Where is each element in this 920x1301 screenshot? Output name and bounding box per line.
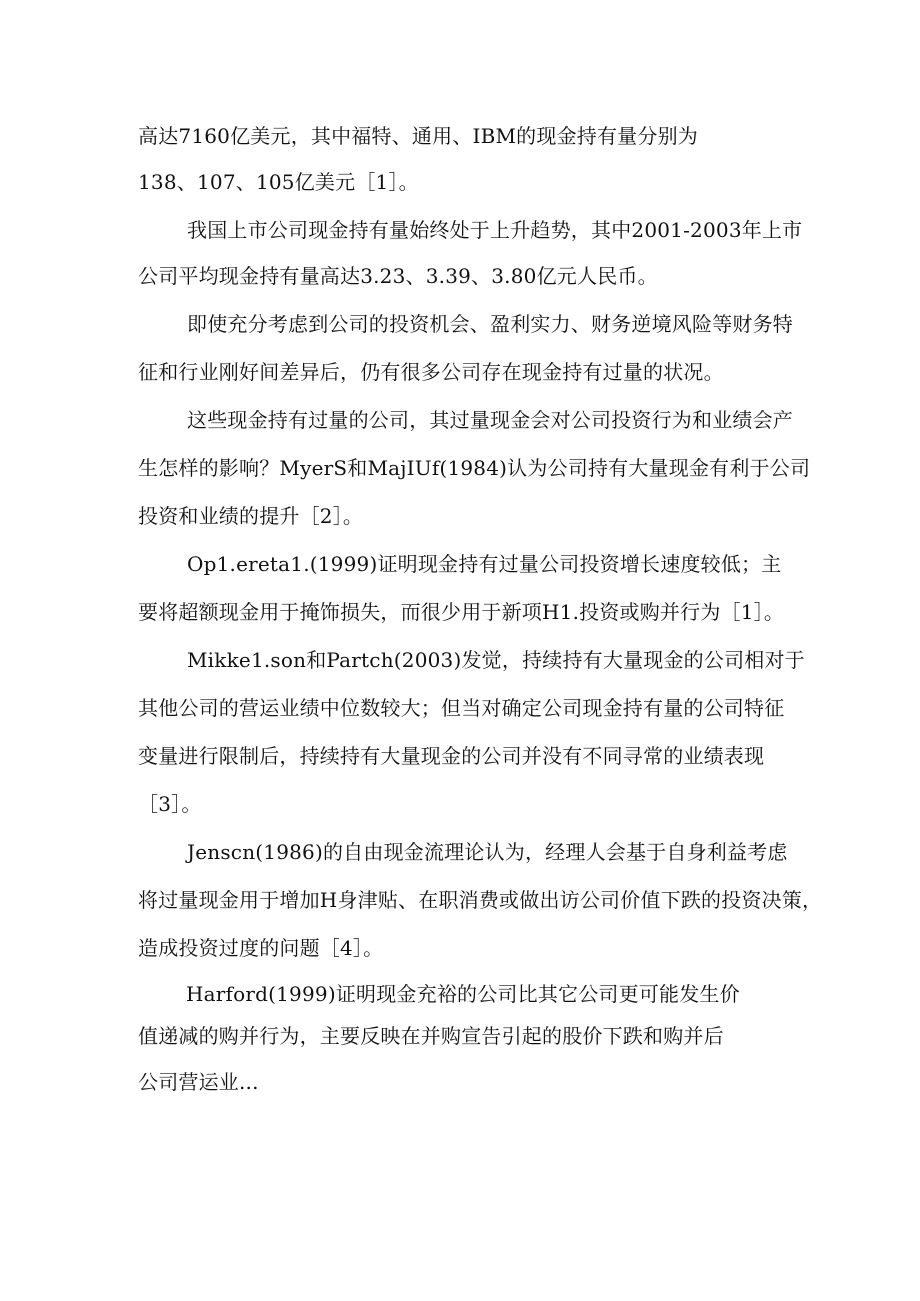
text-line: ［3］。 [138, 792, 202, 816]
text-line: 投资和业绩的提升［2］。 [138, 504, 364, 528]
text-line: Op1.ereta1.(1999)证明现金持有过量公司投资增长速度较低；主 [187, 552, 782, 576]
text-line: 我国上市公司现金持有量始终处于上升趋势，其中2001-2003年上市 [187, 218, 803, 242]
text-line: 变量进行限制后，持续持有大量现金的公司并没有不同寻常的业绩表现 [138, 744, 765, 768]
text-line: 要将超额现金用于掩饰损失，而很少用于新项H1.投资或购并行为［1］。 [138, 600, 785, 624]
text-line: 其他公司的营运业绩中位数较大；但当对确定公司现金持有量的公司特征 [138, 696, 785, 720]
text-line: 生怎样的影响？MyerS和MajIUf(1984)认为公司持有大量现金有利于公司 [138, 456, 811, 480]
text-line: 造成投资过度的问题［4］。 [138, 936, 384, 960]
text-line: 高达7160亿美元，其中福特、通用、IBM的现金持有量分别为 [138, 124, 698, 148]
text-line: Mikke1.son和Partch(2003)发觉，持续持有大量现金的公司相对于 [187, 648, 805, 672]
text-line: 公司平均现金持有量高达3.23、3.39、3.80亿元人民币。 [138, 264, 658, 288]
text-line: 值递减的购并行为，主要反映在并购宣告引起的股价下跌和购并后 [138, 1024, 724, 1048]
text-line: 征和行业刚好间差异后，仍有很多公司存在现金持有过量的状况。 [138, 360, 724, 384]
text-line: 公司营运业... [138, 1070, 259, 1094]
text-line: Harford(1999)证明现金充裕的公司比其它公司更可能发生价 [186, 982, 740, 1006]
text-line: 即使充分考虑到公司的投资机会、盈利实力、财务逆境风险等财务特 [187, 312, 793, 336]
text-line: 138、107、105亿美元［1］。 [138, 170, 419, 194]
text-line: 将过量现金用于增加H身津贴、在职消费或做出访公司价值下跌的投资决策， [138, 888, 823, 912]
text-line: 这些现金持有过量的公司，其过量现金会对公司投资行为和业绩会产 [187, 408, 793, 432]
text-line: Jenscn(1986)的自由现金流理论认为，经理人会基于自身利益考虑 [187, 840, 788, 864]
